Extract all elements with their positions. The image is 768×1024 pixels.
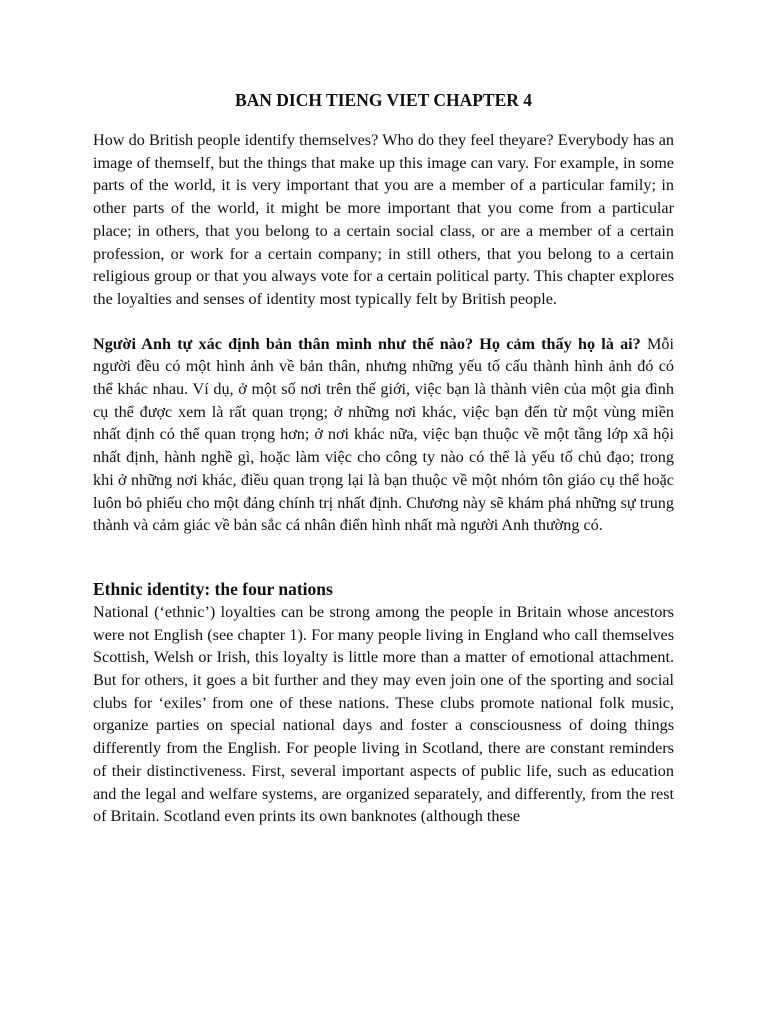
section-heading: Ethnic identity: the four nations bbox=[93, 578, 333, 599]
vietnamese-body: Mỗi người đều có một hình ảnh về bản thân, nhưng những yếu tố cấu thành hình ảnh đó có thể khác nhau. Ví dụ, ở một số nơi trên thế giới, việc bạn là thành viên của một gia đình cụ thể được xem là rất quan trọng; ở những nơi khác, việc bạn đến từ một vùng miền nhất định có thể quan trọng hơn; ở nơi khác nữa, việc bạn thuộc về một tầng lớp xã hội nhất định, hành nghề gì, hoặc làm việc cho công ty nào có thể là yếu tố chủ đạo; trong khi ở những nơi khác, điều quan trọng lại là bạn thuộc về một nhóm tôn giáo cụ thể hoặc luôn bỏ phiếu cho một đảng chính trị nhất định. Chương này sẽ khám phá những sự trung thành và cảm giác về bản sắc cá nhân điển hình nhất mà người Anh thường có. bbox=[93, 334, 674, 535]
vietnamese-heading: Người Anh tự xác định bản thân mình như thế nào? Họ cảm thấy họ là ai? bbox=[93, 334, 641, 353]
paragraph-vietnamese bbox=[93, 333, 674, 537]
document-page bbox=[93, 88, 674, 828]
document-title: BAN DICH TIENG VIET CHAPTER 4 bbox=[234, 90, 533, 110]
paragraph-english-intro: How do British people identify themselves? Who do they feel theyare? Everybody has an image of themself, but the things that make up this image can vary. For example, in some parts of the world, it is very important that you are a member of a particular family; in other parts of the world, it might be more important that you come from a particular place; in others, that you belong to a certain social class, or are a member of a certain profession, or work for a certain company; in still others, that you belong to a certain religious group or that you always vote for a certain political party. This chapter explores the loyalties and senses of identity most typically felt by British people. bbox=[93, 131, 674, 308]
paragraph-ethnic-identity: National (‘ethnic’) loyalties can be strong among the people in Britain whose ancestors were not English (see chapter 1). For many people living in England who call themselves Scottish, Welsh or Irish, this loyalty is little more than a matter of emotional attachment. But for others, it goes a bit further and they may even join one of the sporting and social clubs for ‘exiles’ from one of these nations. These clubs promote national folk music, organize parties on special national days and foster a consciousness of doing things differently from the English. For people living in Scotland, there are constant reminders of their distinctiveness. First, several important aspects of public life, such as education and the legal and welfare systems, are organized separately, and differently, from the rest of Britain. Scotland even prints its own banknotes (although these bbox=[93, 602, 674, 826]
